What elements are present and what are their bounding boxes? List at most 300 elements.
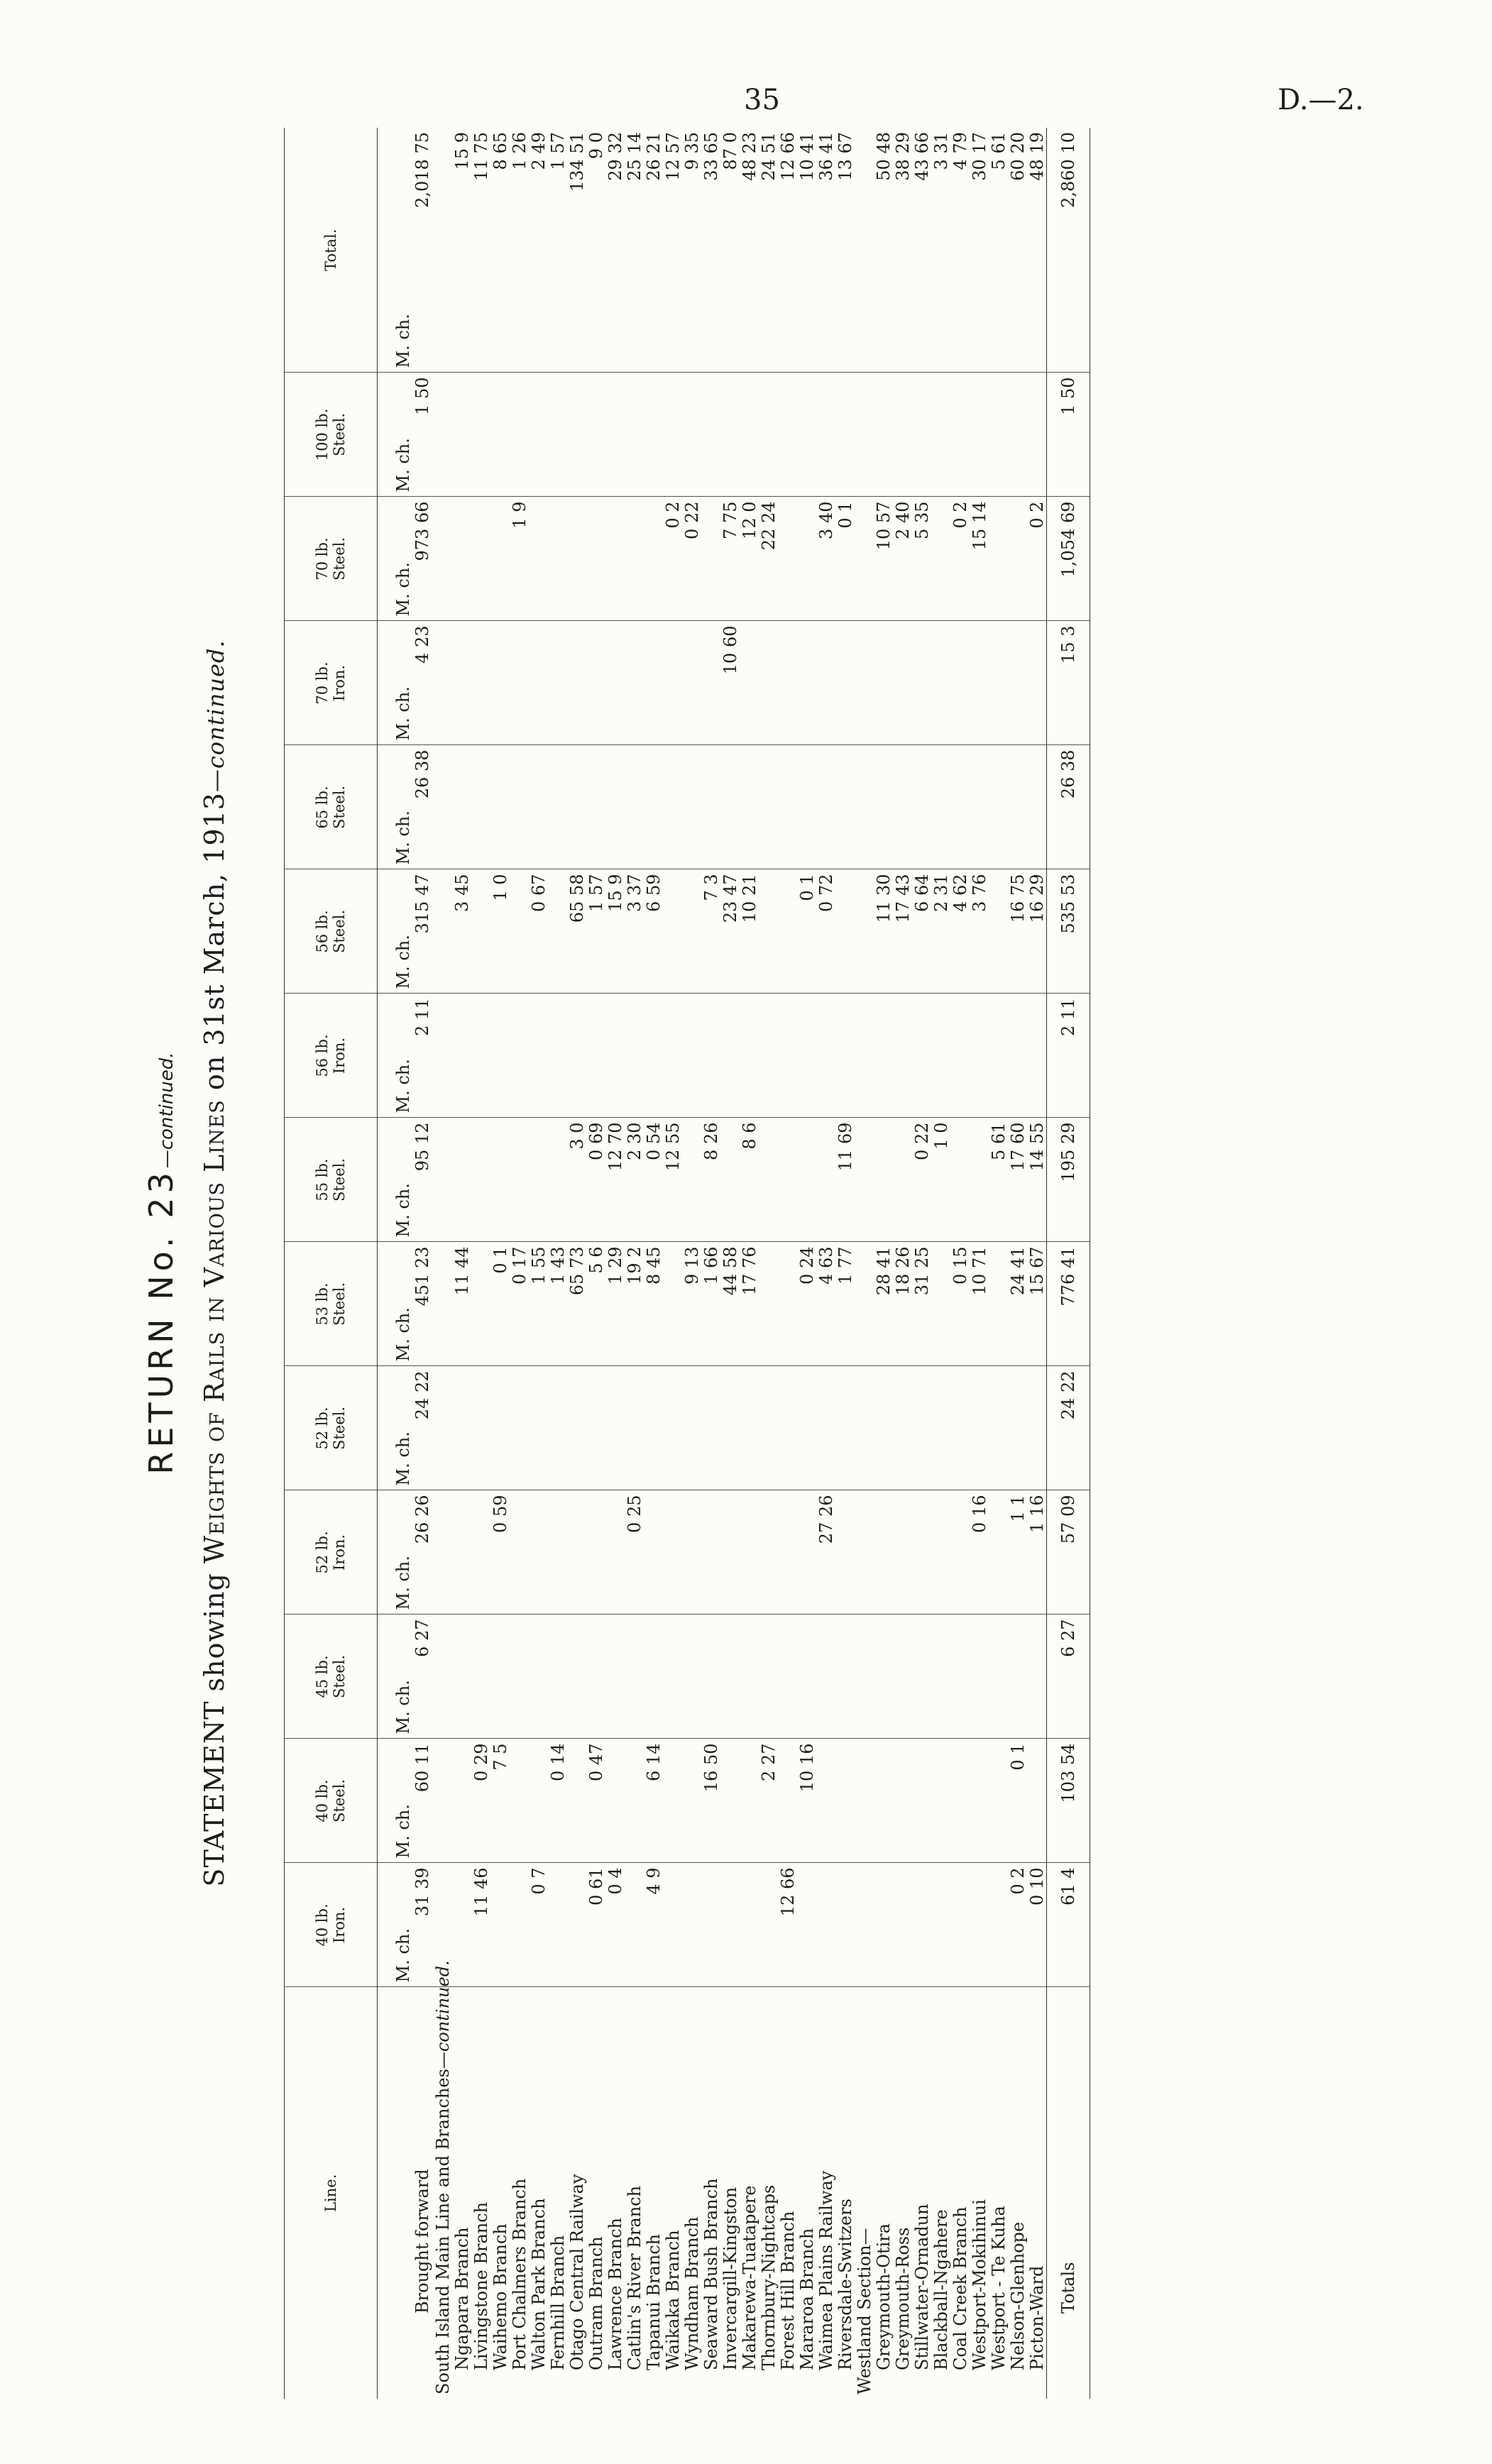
- column-header: [285, 745, 378, 869]
- row-label: [1027, 1987, 1047, 2399]
- value-cell: [452, 1118, 471, 1242]
- totals-row: [1047, 128, 1090, 2399]
- row-label: [412, 1987, 433, 2399]
- empty-cell: [855, 373, 874, 497]
- value-cell: 5 6: [586, 1242, 605, 1366]
- value-cell: 28 41: [874, 1242, 893, 1366]
- value-cell: 4 23: [412, 621, 433, 745]
- table-row: [663, 128, 682, 2399]
- value-cell: [950, 373, 970, 497]
- value-cell: [931, 1863, 950, 1987]
- row-label-text: Walton Park Branch: [528, 2198, 549, 2370]
- value-cell: [989, 1366, 1008, 1490]
- table-row: [682, 128, 701, 2399]
- value-cell: 11 44: [452, 1242, 471, 1366]
- value-cell: [567, 745, 586, 869]
- value-cell: 61 4: [1047, 1863, 1090, 1987]
- value-cell: [586, 745, 605, 869]
- value-cell: [625, 994, 644, 1118]
- value-cell: [644, 1490, 663, 1615]
- table-row: [989, 128, 1008, 2399]
- value-cell: [778, 1242, 797, 1366]
- value-cell: 0 69: [586, 1118, 605, 1242]
- value-cell: 24 51: [759, 128, 778, 373]
- value-cell: [490, 994, 510, 1118]
- value-cell: 3 0: [567, 1118, 586, 1242]
- value-cell: [625, 1863, 644, 1987]
- column-weight: 45 lb.: [313, 1655, 331, 1698]
- value-cell: [548, 1118, 567, 1242]
- value-cell: 0 14: [548, 1739, 567, 1863]
- value-cell: [471, 1242, 490, 1366]
- value-cell: [529, 1490, 548, 1615]
- value-cell: [835, 1490, 855, 1615]
- value-cell: 2 49: [529, 128, 548, 373]
- value-cell: [605, 994, 625, 1118]
- value-cell: 15 9: [605, 869, 625, 994]
- value-cell: [529, 994, 548, 1118]
- value-cell: 1 16: [1027, 1490, 1047, 1615]
- row-label: [682, 1987, 701, 2399]
- value-cell: [931, 745, 950, 869]
- value-cell: 1 77: [835, 1242, 855, 1366]
- empty-cell: [855, 869, 874, 994]
- value-cell: 3 37: [625, 869, 644, 994]
- value-cell: [835, 1366, 855, 1490]
- value-cell: [490, 621, 510, 745]
- value-cell: [759, 1615, 778, 1739]
- value-cell: 0 1: [1008, 1739, 1027, 1863]
- value-cell: [893, 745, 912, 869]
- value-cell: [874, 994, 893, 1118]
- value-cell: [1008, 373, 1027, 497]
- row-label-text: Livingstone Branch: [471, 2201, 491, 2370]
- value-cell: [778, 497, 797, 621]
- value-cell: [950, 745, 970, 869]
- value-cell: [529, 1366, 548, 1490]
- row-label-text: Catlin's River Branch: [624, 2185, 644, 2370]
- column-header: [285, 1242, 378, 1366]
- value-cell: 0 16: [970, 1490, 989, 1615]
- column-material: Steel.: [331, 1778, 348, 1823]
- table-row: [778, 128, 797, 2399]
- value-cell: [778, 1366, 797, 1490]
- value-cell: 11 75: [471, 128, 490, 373]
- value-cell: [720, 373, 740, 497]
- value-cell: 0 29: [471, 1739, 490, 1863]
- row-label: [644, 1987, 663, 2399]
- empty-cell: [433, 994, 452, 1118]
- value-cell: [893, 373, 912, 497]
- table-row: [1027, 128, 1047, 2399]
- value-cell: 29 32: [605, 128, 625, 373]
- value-cell: [970, 373, 989, 497]
- value-cell: 3 45: [452, 869, 471, 994]
- value-cell: 6 14: [644, 1739, 663, 1863]
- row-label: [701, 1987, 720, 2399]
- value-cell: [759, 745, 778, 869]
- value-cell: 6 64: [912, 869, 931, 994]
- empty-cell: [855, 1490, 874, 1615]
- value-cell: [720, 1863, 740, 1987]
- value-cell: [759, 994, 778, 1118]
- value-cell: [586, 621, 605, 745]
- row-label: [529, 1987, 548, 2399]
- rotated-table-sheet: [135, 128, 1384, 2399]
- value-cell: [682, 1490, 701, 1615]
- value-cell: [720, 1366, 740, 1490]
- value-cell: [874, 1490, 893, 1615]
- value-cell: 5 61: [989, 1118, 1008, 1242]
- value-cell: [452, 1490, 471, 1615]
- statement-continued: —continued.: [202, 639, 229, 793]
- value-cell: [567, 1739, 586, 1863]
- value-cell: [970, 621, 989, 745]
- value-cell: [701, 745, 720, 869]
- table-row: [452, 128, 471, 2399]
- row-label: [720, 1987, 740, 2399]
- empty-cell: [855, 745, 874, 869]
- value-cell: 13 67: [835, 128, 855, 373]
- value-cell: [720, 1490, 740, 1615]
- value-cell: [663, 1615, 682, 1739]
- row-label-text: Nelson-Glenhope: [1007, 2221, 1028, 2370]
- value-cell: 5 61: [989, 128, 1008, 373]
- value-cell: [548, 745, 567, 869]
- value-cell: [1008, 994, 1027, 1118]
- empty-cell: [855, 1366, 874, 1490]
- value-cell: [663, 1739, 682, 1863]
- value-cell: 1 50: [412, 373, 433, 497]
- row-label-text: Waimea Plains Railway: [816, 2170, 836, 2370]
- row-label-text: Ngapara Branch: [451, 2227, 472, 2370]
- value-cell: 25 14: [625, 128, 644, 373]
- value-cell: [835, 745, 855, 869]
- value-cell: [586, 1615, 605, 1739]
- value-cell: [510, 1615, 529, 1739]
- value-cell: 26 38: [412, 745, 433, 869]
- value-cell: 12 66: [778, 1863, 797, 1987]
- row-label-text: Seaward Bush Branch: [701, 2178, 721, 2370]
- row-label: [548, 1987, 567, 2399]
- value-cell: [989, 1739, 1008, 1863]
- title-block: [135, 128, 277, 2399]
- value-cell: [759, 1366, 778, 1490]
- row-label: [625, 1987, 644, 2399]
- value-cell: [605, 1615, 625, 1739]
- statement-subject: Weights of Rails in Various Lines: [199, 1099, 230, 1564]
- value-cell: [740, 994, 759, 1118]
- value-cell: 1 1: [1008, 1490, 1027, 1615]
- value-cell: [912, 994, 931, 1118]
- value-cell: [797, 621, 816, 745]
- column-header: [285, 1615, 378, 1739]
- value-cell: [797, 497, 816, 621]
- column-weight: 53 lb.: [313, 1282, 331, 1326]
- value-cell: [471, 1118, 490, 1242]
- value-cell: [1027, 621, 1047, 745]
- value-cell: [989, 1242, 1008, 1366]
- column-header: [285, 1863, 378, 1987]
- value-cell: 451 23: [412, 1242, 433, 1366]
- value-cell: [950, 1118, 970, 1242]
- value-cell: [931, 1366, 950, 1490]
- value-cell: 12 0: [740, 497, 759, 621]
- value-cell: [644, 497, 663, 621]
- row-label-text: Otago Central Railway: [566, 2174, 587, 2370]
- value-cell: 776 41: [1047, 1242, 1090, 1366]
- table-row: [759, 128, 778, 2399]
- value-cell: 22 24: [759, 497, 778, 621]
- value-cell: 4 79: [950, 128, 970, 373]
- value-cell: [989, 373, 1008, 497]
- value-cell: 315 47: [412, 869, 433, 994]
- section-westland: [855, 128, 874, 2399]
- value-cell: [510, 1863, 529, 1987]
- value-cell: [586, 497, 605, 621]
- value-cell: [759, 1490, 778, 1615]
- value-cell: [797, 994, 816, 1118]
- value-cell: [529, 1615, 548, 1739]
- value-cell: [452, 745, 471, 869]
- column-weight: 100 lb.: [313, 408, 331, 461]
- value-cell: [893, 1490, 912, 1615]
- value-cell: [778, 621, 797, 745]
- value-cell: [586, 1366, 605, 1490]
- value-cell: [893, 1366, 912, 1490]
- value-cell: [605, 745, 625, 869]
- value-cell: 0 7: [529, 1863, 548, 1987]
- value-cell: 24 41: [1008, 1242, 1027, 1366]
- value-cell: [701, 621, 720, 745]
- empty-cell: [855, 994, 874, 1118]
- value-cell: [797, 373, 816, 497]
- row-label-text: Riversdale-Switzers: [835, 2199, 855, 2370]
- row-label-text: Wyndham Branch: [681, 2216, 702, 2370]
- row-label: [740, 1987, 759, 2399]
- value-cell: [452, 1863, 471, 1987]
- value-cell: [605, 1366, 625, 1490]
- value-cell: [797, 1615, 816, 1739]
- value-cell: 1 0: [931, 1118, 950, 1242]
- value-cell: 12 55: [663, 1118, 682, 1242]
- value-cell: [490, 1863, 510, 1987]
- row-label-text: Westport - Te Kuha: [988, 2206, 1009, 2370]
- unit-label: M. ch.: [378, 497, 412, 621]
- value-cell: [759, 1118, 778, 1242]
- value-cell: 3 40: [816, 497, 835, 621]
- column-material: Iron.: [331, 1534, 348, 1571]
- value-cell: [471, 1615, 490, 1739]
- value-cell: [740, 621, 759, 745]
- row-label-text: Westland Section—: [854, 2228, 874, 2394]
- value-cell: [644, 745, 663, 869]
- value-cell: 6 27: [1047, 1615, 1090, 1739]
- value-cell: 9 35: [682, 128, 701, 373]
- value-cell: [835, 1863, 855, 1987]
- value-cell: [912, 1739, 931, 1863]
- value-cell: [950, 1615, 970, 1739]
- value-cell: 8 6: [740, 1118, 759, 1242]
- value-cell: [701, 1490, 720, 1615]
- line-column-header: Line.: [285, 1987, 378, 2399]
- unit-label: M. ch.: [378, 1490, 412, 1615]
- value-cell: 2 31: [931, 869, 950, 994]
- value-cell: 95 12: [412, 1118, 433, 1242]
- statement-heading: [199, 128, 230, 2399]
- value-cell: [778, 869, 797, 994]
- value-cell: 1 55: [529, 1242, 548, 1366]
- value-cell: [701, 994, 720, 1118]
- table-row: [931, 128, 950, 2399]
- table-header-row: [285, 128, 378, 2399]
- page-number: 35: [744, 84, 780, 116]
- unit-label: M. ch.: [378, 869, 412, 994]
- rails-weight-table: [284, 128, 1090, 2399]
- value-cell: [759, 1863, 778, 1987]
- column-material: Steel.: [331, 785, 348, 830]
- value-cell: 6 27: [412, 1615, 433, 1739]
- row-label-text: Forest Hill Branch: [777, 2211, 798, 2370]
- value-cell: 10 16: [797, 1739, 816, 1863]
- row-label: [1047, 1987, 1090, 2399]
- value-cell: [1008, 1366, 1027, 1490]
- value-cell: [471, 1366, 490, 1490]
- table-body: [378, 128, 1090, 2399]
- column-material: Steel.: [331, 1406, 348, 1451]
- column-material: Iron.: [331, 664, 348, 702]
- value-cell: [1027, 745, 1047, 869]
- unit-label: M. ch.: [378, 994, 412, 1118]
- column-material: Steel.: [331, 537, 348, 581]
- value-cell: [797, 1118, 816, 1242]
- value-cell: 1 50: [1047, 373, 1090, 497]
- value-cell: [740, 1490, 759, 1615]
- value-cell: [605, 1490, 625, 1615]
- column-material: Steel.: [331, 412, 348, 457]
- table-row: [490, 128, 510, 2399]
- value-cell: [663, 994, 682, 1118]
- value-cell: 1 26: [510, 128, 529, 373]
- row-label: [759, 1987, 778, 2399]
- value-cell: 0 22: [682, 497, 701, 621]
- value-cell: [874, 1739, 893, 1863]
- value-cell: 87 0: [720, 128, 740, 373]
- value-cell: [567, 1863, 586, 1987]
- empty-cell: [433, 1739, 452, 1863]
- value-cell: [778, 1118, 797, 1242]
- value-cell: 4 9: [644, 1863, 663, 1987]
- unit-label: M. ch.: [378, 1615, 412, 1739]
- column-material: Steel.: [331, 1282, 348, 1326]
- value-cell: [950, 1739, 970, 1863]
- value-cell: [510, 1490, 529, 1615]
- table-row: [835, 128, 855, 2399]
- empty-cell: [855, 497, 874, 621]
- value-cell: 0 17: [510, 1242, 529, 1366]
- value-cell: 0 10: [1027, 1863, 1047, 1987]
- value-cell: [912, 373, 931, 497]
- table-row: [548, 128, 567, 2399]
- value-cell: [452, 1366, 471, 1490]
- value-cell: [682, 621, 701, 745]
- unit-label: M. ch.: [378, 745, 412, 869]
- value-cell: [816, 745, 835, 869]
- section-south-island: [433, 128, 452, 2399]
- value-cell: 24 22: [412, 1366, 433, 1490]
- row-label: [931, 1987, 950, 2399]
- value-cell: 11 30: [874, 869, 893, 994]
- table-row: [471, 128, 490, 2399]
- value-cell: 15 14: [970, 497, 989, 621]
- value-cell: [682, 1615, 701, 1739]
- value-cell: [663, 1366, 682, 1490]
- column-header: [285, 373, 378, 497]
- table-row: [970, 128, 989, 2399]
- unit-label: M. ch.: [378, 1366, 412, 1490]
- value-cell: [950, 1863, 970, 1987]
- value-cell: [548, 869, 567, 994]
- value-cell: 10 71: [970, 1242, 989, 1366]
- value-cell: [490, 745, 510, 869]
- value-cell: [970, 1739, 989, 1863]
- return-continued: —continued.: [156, 1052, 177, 1169]
- column-header: [285, 1490, 378, 1615]
- value-cell: [490, 1118, 510, 1242]
- value-cell: [931, 1490, 950, 1615]
- unit-label: M. ch.: [378, 128, 412, 373]
- value-cell: 1 0: [490, 869, 510, 994]
- value-cell: [931, 994, 950, 1118]
- value-cell: 535 53: [1047, 869, 1090, 994]
- table-row: [701, 128, 720, 2399]
- value-cell: [548, 1863, 567, 1987]
- column-material: Steel.: [331, 1654, 348, 1699]
- value-cell: 60 11: [412, 1739, 433, 1863]
- value-cell: 0 2: [950, 497, 970, 621]
- row-label-text: Fernhill Branch: [547, 2235, 568, 2370]
- value-cell: [970, 994, 989, 1118]
- value-cell: [740, 1366, 759, 1490]
- value-cell: 12 70: [605, 1118, 625, 1242]
- empty-cell: [433, 1615, 452, 1739]
- value-cell: 17 60: [1008, 1118, 1027, 1242]
- value-cell: [797, 1863, 816, 1987]
- row-label-text: Thornbury-Nightcaps: [758, 2184, 779, 2370]
- value-cell: 15 3: [1047, 621, 1090, 745]
- return-title: [142, 128, 180, 2399]
- value-cell: [816, 373, 835, 497]
- value-cell: 0 4: [605, 1863, 625, 1987]
- column-weight: 52 lb.: [313, 1531, 331, 1574]
- table-row: [510, 128, 529, 2399]
- row-label-text: Mararoa Branch: [796, 2228, 817, 2370]
- value-cell: 2,860 10: [1047, 128, 1090, 373]
- value-cell: [644, 373, 663, 497]
- value-cell: [701, 1366, 720, 1490]
- row-label-text: Makarewa-Tuatapere: [739, 2185, 759, 2370]
- value-cell: [835, 994, 855, 1118]
- value-cell: 3 31: [931, 128, 950, 373]
- empty-cell: [855, 1615, 874, 1739]
- column-weight: 70 lb.: [313, 537, 331, 581]
- row-label: [893, 1987, 912, 2399]
- value-cell: 15 67: [1027, 1242, 1047, 1366]
- table-row: [529, 128, 548, 2399]
- value-cell: 57 09: [1047, 1490, 1090, 1615]
- value-cell: 0 22: [912, 1118, 931, 1242]
- row-label-text: Totals: [1058, 2262, 1078, 2314]
